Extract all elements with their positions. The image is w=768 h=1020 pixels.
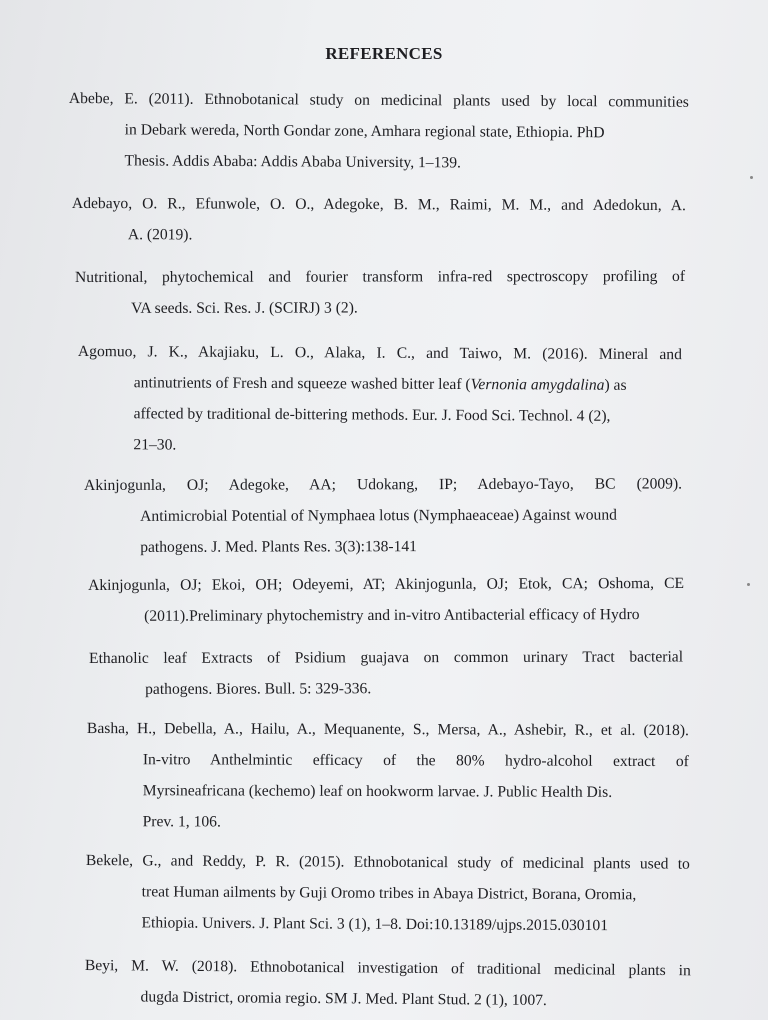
reference-line: (2011).Preliminary phytochemistry and in-vitro Antibacterial efficacy of Hydro — [144, 606, 640, 625]
reference-line: Antimicrobial Potential of Nymphaea lotus (Nymphaeaceae) Against wound — [140, 506, 617, 525]
reference-entry — [89, 641, 683, 705]
reference-entry — [72, 188, 686, 252]
reference-line: Beyi, M. W. (2018). Ethnobotanical investigation of traditional medicinal plants in — [84, 956, 691, 980]
reference-entry — [77, 336, 682, 463]
reference-line: dugda District, oromia regio. SM J. Med. Plant Stud. 2 (1), 1007. — [140, 988, 547, 1010]
reference-line: Abebe, E. (2011). Ethnobotanical study on medicinal plants used by local communities — [68, 89, 689, 111]
reference-text: antinutrients of Fresh and squeeze washed bitter leaf ( — [133, 374, 471, 394]
reference-line: pathogens. Biores. Bull. 5: 329-336. — [145, 680, 372, 698]
reference-line: Akinjogunla, OJ; Ekoi, OH; Odeyemi, AT; Akinjogunla, OJ; Etok, CA; Oshoma, CE — [88, 574, 685, 594]
paper-speck — [750, 176, 753, 179]
reference-line: in Debark wereda, North Gondar zone, Amhara regional state, Ethiopia. PhD — [124, 121, 605, 142]
reference-text: ) as — [604, 376, 627, 394]
page-title: REFERENCES — [325, 44, 443, 63]
reference-line: Bekele, G., and Reddy, P. R. (2015). Ethnobotanical study of medicinal plants used to — [85, 851, 690, 873]
reference-line: Adebayo, O. R., Efunwole, O. O., Adegoke, B. M., Raimi, M. M., and Adedokun, A. — [71, 194, 686, 215]
reference-line: Akinjogunla, OJ; Adegoke, AA; Udokang, IP; Adebayo-Tayo, BC (2009). — [84, 475, 683, 494]
reference-line: Thesis. Addis Ababa: Addis Ababa University, 1–139. — [124, 152, 461, 172]
reference-entry — [84, 950, 691, 1017]
reference-line: VA seeds. Sci. Res. J. (SCIRJ) 3 (2). — [131, 299, 358, 317]
reference-line: Prev. 1, 106. — [142, 813, 221, 831]
reference-line: pathogens. J. Med. Plants Res. 3(3):138-141 — [140, 538, 418, 556]
species-name: Vernonia amygdalina — [470, 376, 605, 394]
reference-line: Myrsineafricana (kechemo) leaf on hookworm larvae. J. Public Health Dis. — [142, 782, 613, 801]
reference-line: Ethiopia. Univers. J. Plant Sci. 3 (1), 1–8. Doi:10.13189/ujps.2015.030101 — [141, 914, 609, 935]
reference-line: A. (2019). — [127, 226, 193, 244]
reference-line: affected by traditional de-bittering methods. Eur. J. Food Sci. Technol. 4 (2), — [133, 405, 611, 425]
reference-entry — [88, 568, 684, 632]
reference-line: Nutritional, phytochemical and fourier transform infra-red spectroscopy profiling of — [75, 267, 686, 286]
reference-line: Agomuo, J. K., Akajiaku, L. O., Alaka, I. C., and Taiwo, M. (2016). Mineral and — [77, 342, 682, 364]
paper-speck — [747, 583, 750, 586]
reference-entry — [84, 468, 682, 563]
reference-line — [78, 367, 682, 401]
reference-line: Ethanolic leaf Extracts of Psidium guajava on common urinary Tract bacterial — [89, 648, 684, 667]
reference-entry — [87, 713, 689, 839]
reference-line: Basha, H., Debella, A., Hailu, A., Mequanente, S., Mersa, A., Ashebir, R., et al. (2018). — [86, 719, 689, 740]
reference-entry — [85, 845, 690, 942]
reference-line: In-vitro Anthelmintic efficacy of the 80% hydro-alcohol extract of — [142, 751, 689, 771]
reference-entry — [68, 83, 689, 180]
reference-line: 21–30. — [133, 436, 177, 454]
reference-entry — [75, 261, 685, 324]
reference-line: treat Human ailments by Guji Oromo tribes in Abaya District, Borana, Oromia, — [141, 883, 637, 904]
